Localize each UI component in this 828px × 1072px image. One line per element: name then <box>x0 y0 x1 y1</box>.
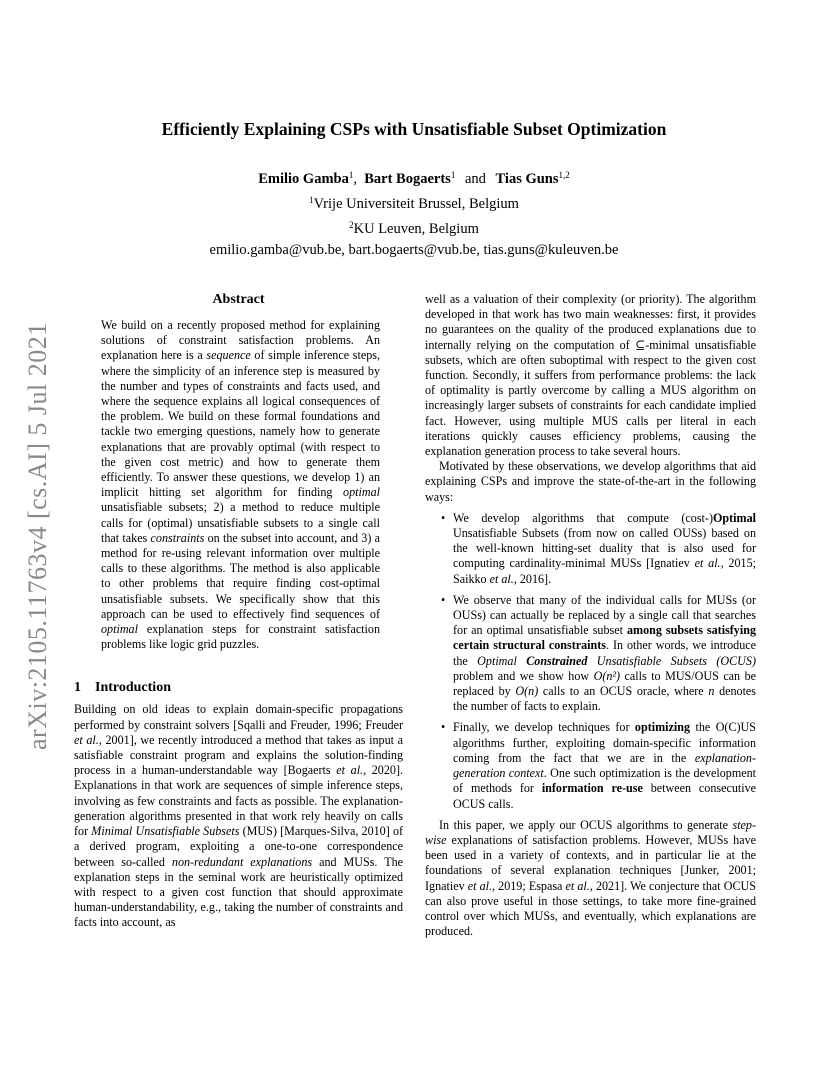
text-run: , 2019; Espasa <box>492 878 566 893</box>
emphasis: et al. <box>489 571 514 586</box>
contribution-list <box>425 511 756 812</box>
author-and: and <box>464 171 486 187</box>
emphasis: Optimal <box>477 653 527 668</box>
text-run: and MUSs. The explanation steps in the seminal work are heuristically optimized with respect to a given cost function that should approximate human-understandability, e.g., taking the number of constraints and facts into account, as <box>74 854 404 930</box>
text-run: Building on old ideas to explain domain-specific propagations performed by constraint solvers [Sqalli and Freuder, 1996; Freuder <box>74 702 403 732</box>
author-name: Emilio Gamba <box>258 171 349 187</box>
abstract-heading: Abstract <box>212 292 265 307</box>
text-run: of simple inference steps, where the simplicity of an inference step is measured by the number and types of constraints and facts used, and where the sequence explains all logical consequences of the problem. We build on these formal foundations and tackle two emerging questions, namely how to generate explanations that are provably optimal (with respect to the given cost metric) and how to generate them efficiently. To answer these questions, we develop 1) an implicit hitting set algorithm for finding <box>101 348 380 500</box>
text-run: , 2020]. Explanations in that work are sequences of simple inference steps, involving as few constraints and facts as possible. The explanation-generation algorithms presented in that work rely heavily on calls for <box>74 763 403 839</box>
text-run: on the subset into account, and 3) a method for re-using relevant information over multiple calls to these algorithms. The method is also applicable to other problems that require finding cost-optimal unsatisfiable subsets. We specifically show that this approach can be used to effectively find sequences of <box>101 530 380 621</box>
text-run: In this paper, we apply our OCUS algorithms to generate <box>439 817 733 832</box>
affiliations <box>70 190 758 261</box>
affiliation <box>70 190 758 215</box>
author-separator: , <box>353 171 357 187</box>
text-run: calls to MUS/OUS can be replaced by <box>453 668 756 699</box>
affiliation-text: Vrije Universiteit Brussel, Belgium <box>313 196 519 212</box>
text-run: calls to an OCUS oracle, where <box>538 684 709 699</box>
bold-emphasis: Constrained <box>526 653 588 668</box>
text-run: , 2016]. <box>513 571 552 586</box>
text-run: , 2001], we recently introduced a method that takes as input a satisfiable constraint program and explains the solution-finding process in a human-understandable way [Bogaerts <box>74 732 404 778</box>
text-run: . One such optimization is the development of methods for <box>453 766 756 796</box>
math: O(n) <box>515 684 539 699</box>
bold-term: among subsets satisfying certain structural constraints <box>453 623 756 653</box>
text-run: , 2021]. We conjecture that OCUS can also prove useful in those settings, to take more fine-grained control over which MUSs, and eventually, which explanations are produced. <box>425 878 756 939</box>
math: O(n²) <box>593 668 621 683</box>
text-run: between consecutive OCUS calls. <box>453 781 756 811</box>
body-paragraph <box>425 818 756 940</box>
text-run: the O(C)US algorithms further, exploiting domain-specific information coming from the fact that we are in the <box>453 720 757 765</box>
affiliation <box>70 215 758 240</box>
emphasis: Minimal Unsatisfiable Subsets <box>91 824 240 839</box>
affiliation-sup: 1 <box>309 195 314 205</box>
body-paragraph: Motivated by these observations, we develop algorithms that aid explaining CSPs and improve the state-of-the-art in the following ways: <box>425 459 756 504</box>
emphasis: et al. <box>74 732 99 747</box>
text-run: Finally, we develop techniques for <box>453 720 635 735</box>
math: n <box>708 684 715 699</box>
section-number: 1 <box>74 680 81 696</box>
section-heading-introduction <box>74 680 403 696</box>
arxiv-identifier: arXiv:2105.11763v4 [cs.AI] 5 Jul 2021 <box>23 322 52 750</box>
author-name: Bart Bogaerts <box>364 171 451 187</box>
text-run: explanation steps for constraint satisfaction problems like logic grid puzzles. <box>101 622 380 652</box>
text-run: . In other words, we introduce the <box>453 638 756 668</box>
emphasis: sequence <box>206 348 251 363</box>
author-sup: 1 <box>348 170 354 180</box>
bold-term: optimizing <box>634 720 691 735</box>
author-list <box>70 165 758 189</box>
section-title: Introduction <box>95 680 171 696</box>
author-sup: 1 <box>450 170 456 180</box>
bold-term: Optimal <box>712 510 756 525</box>
emphasis: optimal <box>101 622 138 637</box>
bold-term: information re-use <box>541 781 643 796</box>
text-run: We observe that many of the individual calls for MUSs (or OUSs) can actually be replaced by a single call that searches for an optimal unsatisfiable subset <box>453 592 756 638</box>
affiliation-text: KU Leuven, Belgium <box>353 221 479 237</box>
text-run: denotes the number of facts to explain. <box>453 684 757 714</box>
author-sup: 1,2 <box>558 170 570 180</box>
intro-paragraph <box>74 702 403 930</box>
text-run: We build on a recently proposed method for explaining solutions of constraint satisfaction problems. An explanation here is a <box>101 318 380 363</box>
left-column <box>74 292 403 931</box>
emphasis: step-wise <box>425 817 756 847</box>
emphasis: constraints <box>150 530 205 545</box>
text-run: (MUS) [Marques-Silva, 2010] of a derived program, exploiting a one-to-one correspondence between so-called <box>74 824 404 869</box>
emphasis: non-redundant explanations <box>171 854 313 869</box>
text-run: Unsatisfiable Subsets (from now on called OUSs) based on the well-known hitting-set duality that is also used for computing cardinality-minimal MUSs [Ignatiev <box>453 526 756 571</box>
paper-title: Efficiently Explaining CSPs with Unsatisfiable Subset Optimization <box>161 119 667 139</box>
emphasis: explanation-generation context <box>453 750 756 781</box>
emphasis: optimal <box>343 485 380 500</box>
text-run: explanations of satisfaction problems. However, MUSs have been used in a variety of contexts, and in particular lie at the foundations of several explanation techniques [Junker, 2001; Ignatiev <box>425 832 756 893</box>
abstract-text <box>74 318 403 652</box>
right-column <box>425 292 756 939</box>
emphasis: et al. <box>336 763 364 778</box>
emphasis: Unsatisfiable Subsets (OCUS) <box>587 653 756 668</box>
emphasis: et al. <box>565 878 590 893</box>
emphasis: et al. <box>694 556 721 571</box>
text-run: unsatisfiable subsets; 2) a method to reduce multiple calls for (optimal) unsatisfiable subsets to a single call that takes <box>101 500 380 545</box>
affiliation-sup: 2 <box>349 220 354 230</box>
author-emails: emilio.gamba@vub.be, bart.bogaerts@vub.be, tias.guns@kuleuven.be <box>209 242 619 258</box>
text-run: problem and we show how <box>453 668 594 683</box>
text-run: We develop algorithms that compute (cost-) <box>453 510 713 525</box>
emphasis: et al. <box>467 878 493 893</box>
body-paragraph: well as a valuation of their complexity (or priority). The algorithm developed in that work has two main weaknesses: first, it provides no guarantees on the quality of the produced explanations due to internally relying on the computation of ⊆-minimal unsatisfiable subsets, which are often suboptimal with respect to the given cost function. Secondly, it suffers from performance problems: the lack of optimality is partly overcome by calling a MUS algorithm on increasingly larger subsets of constraints for each candidate implied fact. However, using multiple MUS calls per literal in each iterations quickly causes efficiency problems, causing the explanation generation process to take several hours. <box>425 292 756 459</box>
author-name: Tias Guns <box>495 171 559 187</box>
list-item <box>453 720 756 811</box>
list-item <box>453 593 756 715</box>
text-run: , 2015; Saikko <box>453 556 756 586</box>
list-item <box>453 511 756 587</box>
